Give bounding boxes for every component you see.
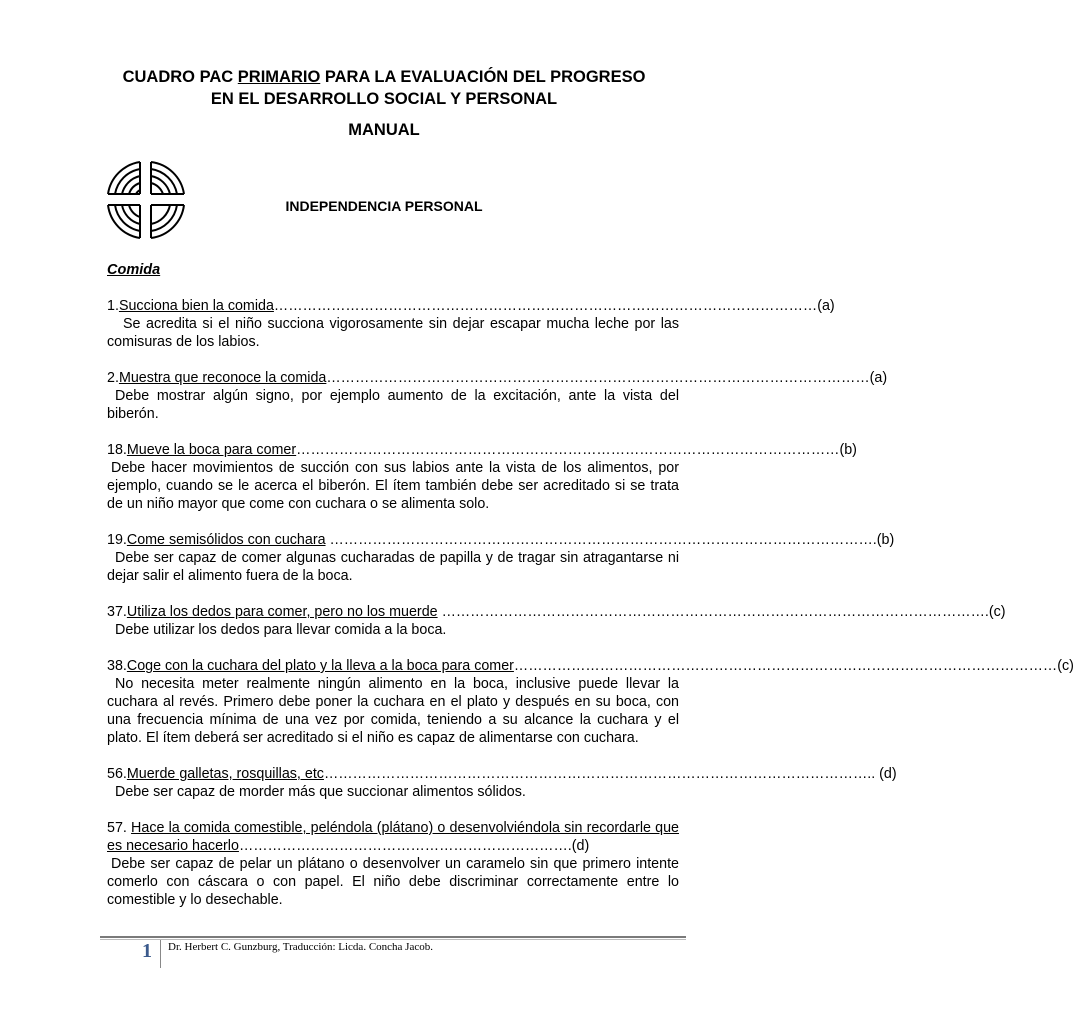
list-item [107, 369, 888, 423]
item-grade: .(d) [567, 838, 590, 854]
item-grade: (a) [817, 298, 835, 314]
subheading-comida: Comida [107, 262, 161, 278]
document-title-line-1 [0, 66, 768, 88]
item-description: Debe ser capaz de comer algunas cucharadas de papilla y de tragar sin atragantarse ni dejar salir el alimento fuera de la boca. [107, 550, 679, 584]
item-description: Debe ser capaz de pelar un plátano o desenvolver un caramelo sin que primero intente comerlo con cáscara o con papel. El niño debe discriminar correctamente entre lo comestible y lo desechable. [107, 856, 679, 908]
dot-leader: …………………………………………………………………………………………………… [325, 532, 873, 548]
item-header [107, 819, 679, 855]
item-grade: .(c) [984, 604, 1006, 620]
item-grade: .. (d) [867, 766, 897, 782]
item-label: Mueve la boca para comer [126, 442, 297, 458]
item-number: 37. [107, 604, 127, 620]
item-label: Utiliza los dedos para comer, pero no los muerde [126, 604, 438, 620]
item-header [107, 369, 888, 387]
item-number: 38. [107, 658, 127, 674]
list-item [107, 819, 679, 909]
footer-divider [100, 936, 686, 938]
dot-leader: …………………………………………………………………………………………………… [513, 658, 1058, 674]
list-item [107, 765, 897, 801]
dot-leader: …………………………………………………………………………………………………… [437, 604, 985, 620]
item-label: Muerde galletas, rosquillas, etc [126, 766, 324, 782]
list-item [107, 531, 895, 585]
footer-separator [160, 940, 161, 968]
item-description: Debe ser capaz de morder más que succionar alimentos sólidos. [115, 784, 526, 800]
item-header [107, 765, 897, 783]
dot-leader: …………………………………………………………………………………………………… [326, 370, 870, 386]
item-header [107, 603, 1006, 621]
page-number: 1 [142, 940, 152, 962]
item-header [107, 297, 835, 315]
item-description: Debe hacer movimientos de succión con sus labios ante la vista de los alimentos, por ejemplo, cuando se le acerca el biberón. El ítem también debe ser acreditado si se trata de un niño mayor que come con cuchara o se alimenta solo. [107, 460, 679, 512]
list-item [107, 441, 857, 513]
footer-credit: Dr. Herbert C. Gunzburg, Traducción: Licda. Concha Jacob. [168, 941, 433, 953]
list-item [107, 603, 1006, 639]
title-text: PARA LA EVALUACIÓN DEL PROGRESO [320, 68, 646, 86]
item-label: Hace la comida comestible, peléndola (plátano) o desenvolviéndola sin recordarle que es necesario hacerlo [107, 820, 679, 854]
item-number: 19. [107, 532, 127, 548]
item-number: 1. [107, 298, 119, 314]
item-label: Succiona bien la comida [118, 298, 274, 314]
item-description: Debe mostrar algún signo, por ejemplo aumento de la excitación, ante la vista del biberón. [107, 388, 679, 422]
item-label: Muestra que reconoce la comida [118, 370, 327, 386]
item-number: 57. [107, 820, 132, 836]
item-grade: (b) [839, 442, 857, 458]
item-header [107, 657, 1074, 675]
dot-leader: …………………………………………………………… [238, 838, 568, 854]
title-underlined-word: PRIMARIO [237, 68, 321, 86]
section-title: INDEPENDENCIA PERSONAL [285, 198, 483, 214]
item-description: No necesita meter realmente ningún alimento en la boca, inclusive puede llevar la cuchara al revés. Primero debe poner la cuchara en el plato y después en su boca, con una frecuencia mínima de una vez por comida, teniendo a su alcance la cuchara y el plato. El ítem deberá ser acreditado si el niño es capaz de alimentarse con cuchara. [107, 676, 679, 746]
item-description: Debe utilizar los dedos para llevar comida a la boca. [115, 622, 447, 638]
item-grade: (a) [869, 370, 888, 386]
document-subtitle: MANUAL [348, 121, 420, 139]
dot-leader: …………………………………………………………………………………………………… [323, 766, 868, 782]
list-item [107, 657, 1074, 747]
item-label: Coge con la cuchara del plato y la lleva a la boca para comer [126, 658, 514, 674]
item-grade: (c) [1057, 658, 1074, 674]
item-header [107, 441, 857, 459]
list-item [107, 297, 835, 351]
item-header [107, 531, 895, 549]
footer-divider-thin [100, 939, 686, 940]
item-description: Se acredita si el niño succiona vigorosamente sin dejar escapar mucha leche por las comisuras de los labios. [107, 316, 679, 350]
item-number: 56. [107, 766, 127, 782]
item-number: 18. [107, 442, 127, 458]
item-number: 2. [107, 370, 119, 386]
title-text: CUADRO PAC [122, 68, 238, 86]
item-list [107, 297, 1074, 927]
document-title-line-2: EN EL DESARROLLO SOCIAL Y PERSONAL [210, 90, 558, 108]
item-label: Come semisólidos con cuchara [126, 532, 326, 548]
item-grade: .(b) [872, 532, 895, 548]
dot-leader: …………………………………………………………………………………………………… [296, 442, 840, 458]
dot-leader: …………………………………………………………………………………………………… [273, 298, 818, 314]
